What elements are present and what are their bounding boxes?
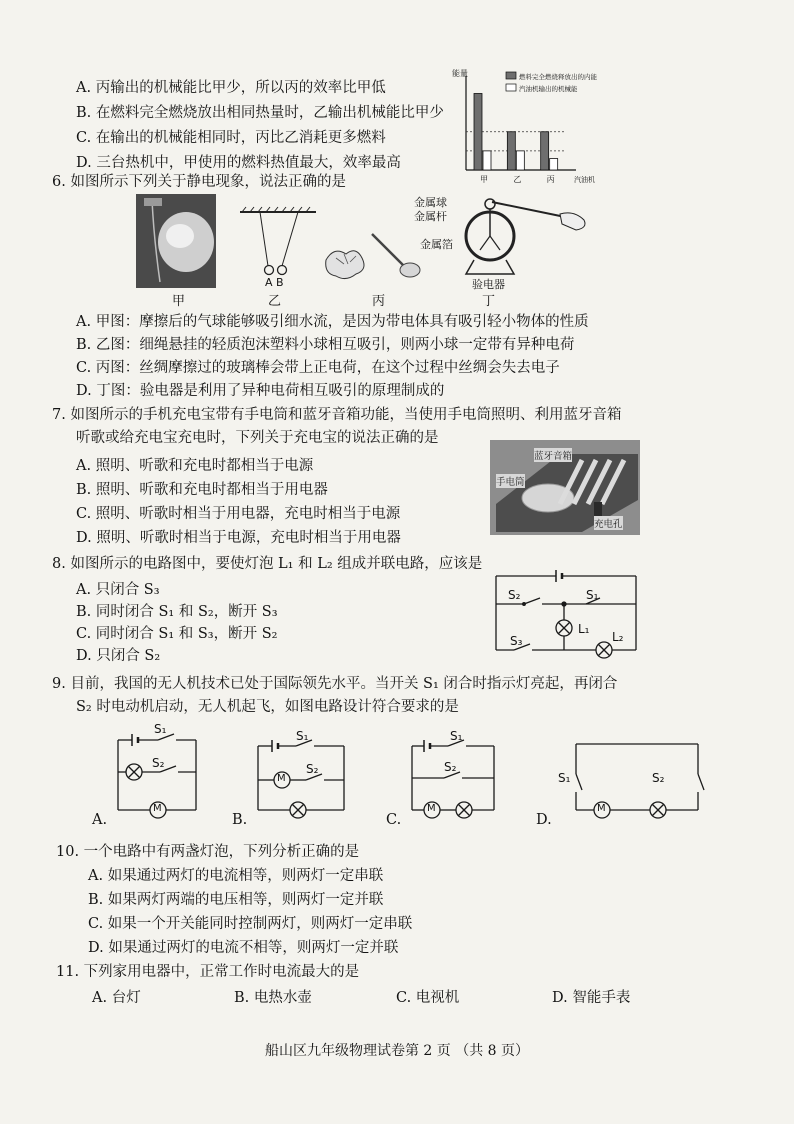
label-ab: A B (265, 276, 284, 289)
fig-label-bing: 丙 (372, 294, 386, 309)
q7-stem-line1: 7. 如图所示的手机充电宝带有手电筒和蓝牙音箱功能，当使用手电筒照明、利用蓝牙音箱 (52, 407, 622, 423)
q6-option-d: D. 丁图：验电器是利用了异种电荷相互吸引的原理制成的 (76, 383, 445, 399)
q7-option-a: A. 照明、听歌和充电时都相当于电源 (76, 458, 314, 474)
q5-option-a: A. 丙输出的机械能比甲少，所以丙的效率比甲低 (76, 80, 386, 96)
q9c-label-s2: S₂ (444, 760, 457, 774)
chart-xlabel: 汽油机 (574, 176, 595, 184)
label-metal-rod: 金属杆 (414, 210, 447, 223)
fig-label-jia: 甲 (172, 294, 186, 309)
q9-stem-line2: S₂ 时电动机启动，无人机起飞，如图电路设计符合要求的是 (76, 699, 459, 715)
q6-option-b: B. 乙图：细绳悬挂的轻质泡沫塑料小球相互吸引，则两小球一定带有异种电荷 (76, 337, 575, 353)
q11-stem: 11. 下列家用电器中，正常工作时电流最大的是 (56, 964, 360, 980)
chart-bar (474, 93, 482, 170)
chart-legend-label: 汽油机输出的机械能 (519, 85, 578, 93)
chart-tick-label: 甲 (480, 175, 488, 184)
q9-circuits (110, 724, 710, 828)
q8-option-b: B. 同时闭合 S₁ 和 S₂，断开 S₃ (76, 604, 278, 620)
q9b-label-s2: S₂ (306, 762, 319, 776)
label-metal-ball: 金属球 (414, 196, 447, 209)
motor-label-d: M (597, 803, 606, 814)
q8-option-a: A. 只闭合 S₃ (76, 582, 160, 598)
q11-option-c: C. 电视机 (396, 990, 460, 1006)
q6-stem: 6. 如图所示下列关于静电现象，说法正确的是 (52, 174, 346, 190)
q9d-label-s1: S₁ (558, 771, 571, 785)
q8-circuit (488, 568, 648, 664)
circuit-d (576, 744, 704, 818)
q9a-label-s1: S₁ (154, 722, 167, 736)
chart-bar (507, 132, 515, 170)
electroscope-figure (466, 199, 585, 274)
q5-option-d: D. 三台热机中，甲使用的燃料热值最大，效率最高 (76, 155, 401, 171)
q9-stem-line1: 9. 目前，我国的无人机技术已处于国际领先水平。当开关 S₁ 闭合时指示灯亮起，再闭合 (52, 676, 618, 692)
q6-option-c: C. 丙图：丝绸摩擦过的玻璃棒会带上正电荷，在这个过程中丝绸会失去电子 (76, 360, 560, 376)
q8-option-c: C. 同时闭合 S₁ 和 S₃，断开 S₂ (76, 626, 278, 642)
q8-label-l1: L₁ (578, 622, 590, 636)
motor-label-b: M (277, 773, 286, 784)
balloon-water-photo (136, 194, 216, 288)
q7-stem-line2: 听歌或给充电宝充电时，下列关于充电宝的说法正确的是 (76, 430, 439, 446)
chart-ylabel: 能量 (452, 69, 468, 78)
q9c-label-s1: S₁ (450, 729, 463, 743)
q9-choice-b: B. (232, 812, 248, 828)
q9-choice-c: C. (386, 812, 402, 828)
fig-label-yi: 乙 (268, 294, 282, 309)
motor-label-c: M (427, 803, 436, 814)
q10-option-c: C. 如果一个开关能同时控制两灯，则两灯一定串联 (88, 916, 413, 932)
q5-option-b: B. 在燃料完全燃烧放出相同热量时，乙输出机械能比甲少 (76, 105, 444, 121)
circuit-c (412, 740, 494, 818)
motor-label-a: M (153, 803, 162, 814)
q6-option-a: A. 甲图：摩擦后的气球能够吸引细水流，是因为带电体具有吸引轻小物体的性质 (76, 314, 589, 330)
q7-option-c: C. 照明、听歌时相当于用电器，充电时相当于电源 (76, 506, 401, 522)
fig-label-ding: 丁 (482, 294, 496, 309)
label-charging-port: 充电孔 (594, 516, 623, 530)
q7-option-d: D. 照明、听歌时相当于电源，充电时相当于用电器 (76, 530, 401, 546)
q6-figures (130, 190, 610, 310)
q7-option-b: B. 照明、听歌和充电时都相当于用电器 (76, 482, 328, 498)
chart-legend-label: 燃料完全燃烧释放出的内能 (519, 73, 597, 81)
label-metal-foil: 金属箔 (420, 238, 453, 251)
q11-option-b: B. 电热水壶 (234, 990, 312, 1006)
chart-bar (541, 132, 549, 170)
label-bluetooth-speaker: 蓝牙音箱 (534, 448, 572, 462)
q11-option-a: A. 台灯 (92, 990, 141, 1006)
chart-legend-swatch (506, 84, 516, 91)
q9a-label-s2: S₂ (152, 756, 165, 770)
q9b-label-s1: S₁ (296, 729, 309, 743)
label-flashlight: 手电筒 (496, 474, 525, 488)
chart-bar (516, 151, 524, 170)
energy-bar-chart (448, 66, 608, 188)
q8-stem: 8. 如图所示的电路图中，要使灯泡 L₁ 和 L₂ 组成并联电路，应该是 (52, 556, 483, 572)
chart-bar (483, 151, 491, 170)
page-footer: 船山区九年级物理试卷第 2 页 （共 8 页） (264, 1043, 530, 1059)
chart-bar (550, 159, 558, 170)
circuit-b (258, 740, 344, 818)
q8-label-s1: S₁ (586, 588, 599, 602)
q8-option-d: D. 只闭合 S₂ (76, 648, 161, 664)
q5-option-c: C. 在输出的机械能相同时，丙比乙消耗更多燃料 (76, 130, 386, 146)
q9-choice-d: D. (536, 812, 552, 828)
q9d-label-s2: S₂ (652, 771, 665, 785)
q10-stem: 10. 一个电路中有两盏灯泡，下列分析正确的是 (56, 844, 360, 860)
q8-label-s3: S₃ (510, 634, 523, 648)
label-electroscope: 验电器 (472, 278, 505, 291)
q8-label-s2: S₂ (508, 588, 521, 602)
glass-rod-silk-figure (326, 234, 420, 279)
chart-tick-label: 乙 (513, 175, 522, 184)
q9-choice-a: A. (92, 812, 108, 828)
q10-option-b: B. 如果两灯两端的电压相等，则两灯一定并联 (88, 892, 384, 908)
hanging-balls-figure (240, 207, 316, 275)
q11-option-d: D. 智能手表 (552, 990, 631, 1006)
chart-legend-swatch (506, 72, 516, 79)
q8-label-l2: L₂ (612, 630, 624, 644)
q10-option-a: A. 如果通过两灯的电流相等，则两灯一定串联 (88, 868, 384, 884)
q10-option-d: D. 如果通过两灯的电流不相等，则两灯一定并联 (88, 940, 399, 956)
chart-tick-label: 丙 (546, 175, 555, 184)
